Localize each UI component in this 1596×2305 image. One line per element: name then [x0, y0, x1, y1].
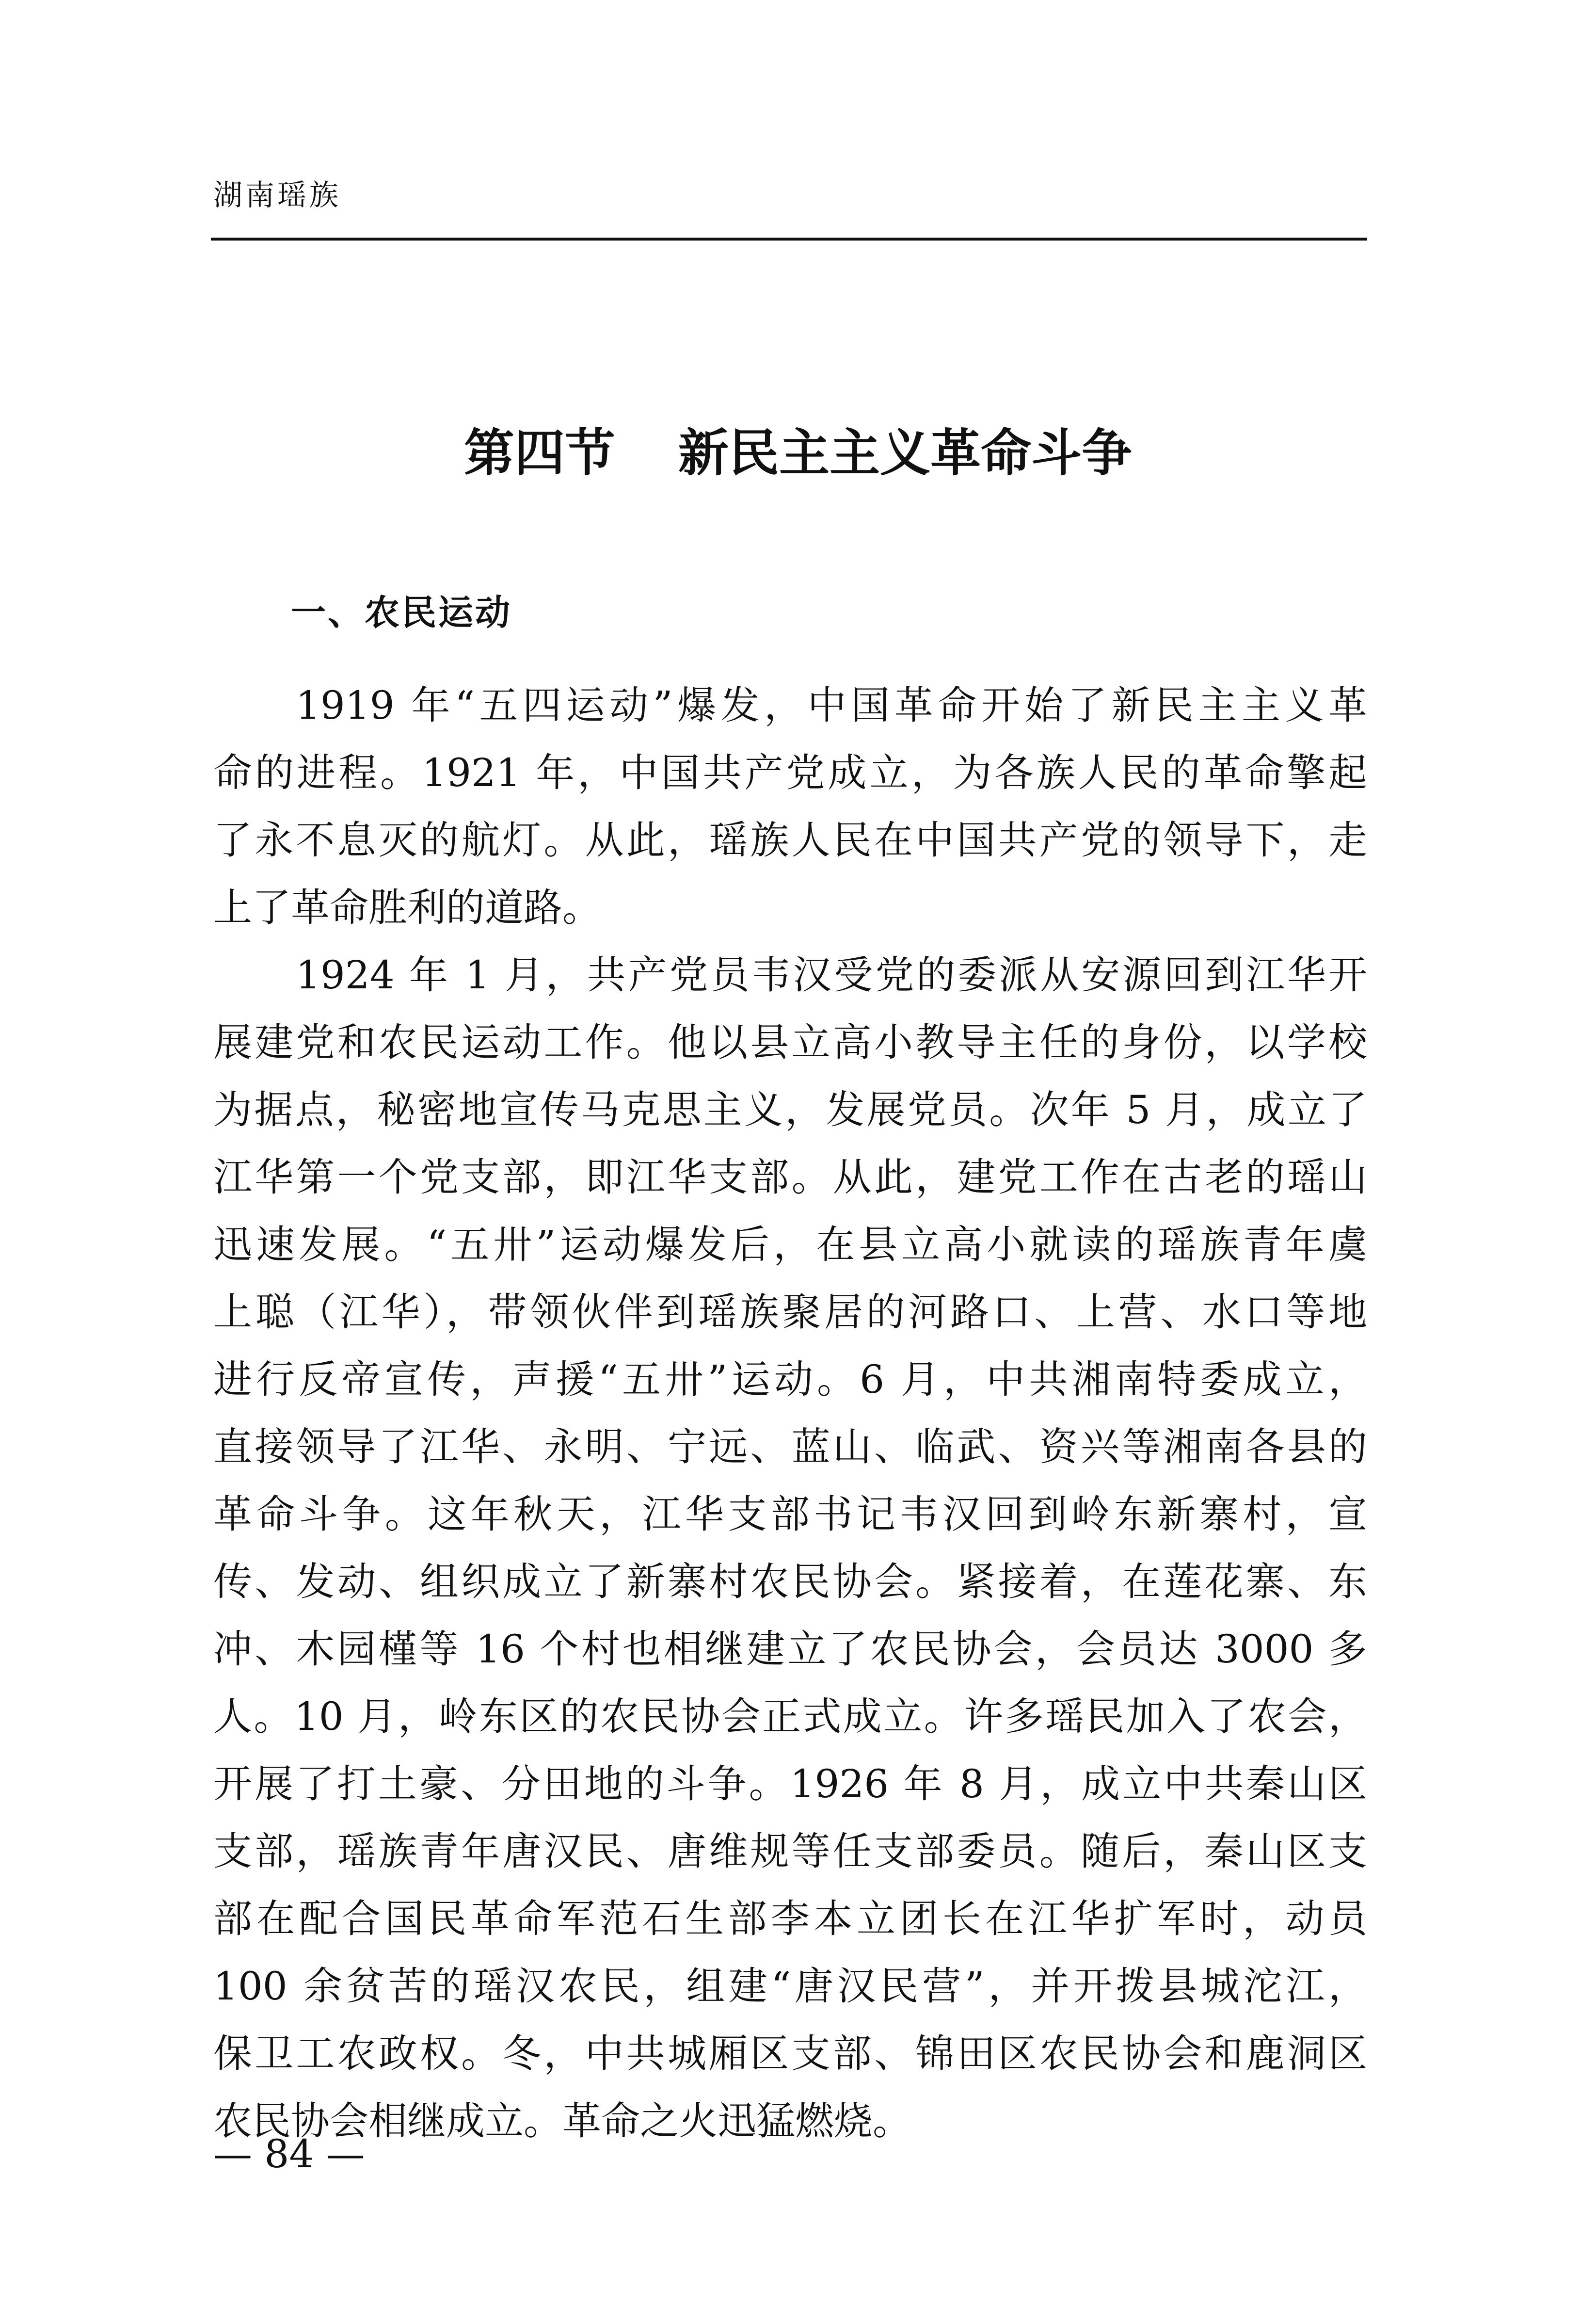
paragraph-line: 1924 年 1 月，共产党员韦汉受党的委派从安源回到江华开 [296, 952, 1367, 998]
paragraph-line: 保卫工农政权。冬，中共城厢区支部、锦田区农民协会和鹿洞区 [213, 2031, 1367, 2076]
paragraph-line: 上了革命胜利的道路。 [213, 885, 601, 930]
section-number: 第四节 [463, 423, 615, 483]
paragraph-line: 进行反帝宣传，声援“五卅”运动。6 月，中共湘南特委成立， [213, 1357, 1367, 1402]
paragraph-line: 人。10 月，岭东区的农民协会正式成立。许多瑶民加入了农会， [213, 1694, 1367, 1739]
paragraph-line: 部在配合国民革命军范石生部李本立团长在江华扩军时，动员 [213, 1896, 1367, 1941]
paragraph-line: 命的进程。1921 年，中国共产党成立，为各族人民的革命擎起 [213, 750, 1367, 795]
running-head-title: 湖南瑶族 [213, 178, 341, 212]
paragraph-line: 开展了打土豪、分田地的斗争。1926 年 8 月，成立中共秦山区 [213, 1761, 1367, 1806]
paragraph-line: 直接领导了江华、永明、宁远、蓝山、临武、资兴等湘南各县的 [213, 1424, 1367, 1469]
subsection-heading: 一、农民运动 [291, 592, 512, 633]
paragraph-line: 传、发动、组织成立了新寨村农民协会。紧接着，在莲花寨、东 [213, 1559, 1367, 1604]
paragraph-line: 1919 年“五四运动”爆发，中国革命开始了新民主主义革 [296, 683, 1367, 728]
body-text [213, 672, 1367, 2155]
paragraph-line: 了永不息灭的航灯。从此，瑶族人民在中国共产党的领导下，走 [213, 818, 1367, 863]
paragraph-line: 展建党和农民运动工作。他以县立高小教导主任的身份，以学校 [213, 1020, 1367, 1065]
paragraph-line: 支部，瑶族青年唐汉民、唐维规等任支部委员。随后，秦山区支 [213, 1829, 1367, 1874]
paragraph-line: 为据点，秘密地宣传马克思主义，发展党员。次年 5 月，成立了 [213, 1087, 1367, 1132]
page-number: — 84 — [213, 2131, 365, 2176]
paragraph-line: 江华第一个党支部，即江华支部。从此，建党工作在古老的瑶山 [213, 1155, 1367, 1200]
section-title [0, 412, 1596, 485]
section-title-text: 新民主主义革命斗争 [678, 423, 1133, 483]
paragraph-line: 100 余贫苦的瑶汉农民，组建“唐汉民营”，并开拨县城沱江， [213, 1964, 1367, 2009]
paragraph-line: 上聪（江华），带领伙伴到瑶族聚居的河路口、上营、水口等地 [213, 1290, 1367, 1335]
paragraph-line: 冲、木园槿等 16 个村也相继建立了农民协会，会员达 3000 多 [213, 1627, 1367, 1672]
paragraph-line: 迅速发展。“五卅”运动爆发后，在县立高小就读的瑶族青年虞 [213, 1222, 1367, 1267]
paragraph-line: 农民协会相继成立。革命之火迅猛燃烧。 [213, 2098, 911, 2144]
paragraph-line: 革命斗争。这年秋天，江华支部书记韦汉回到岭东新寨村，宣 [213, 1492, 1367, 1537]
header-rule [211, 238, 1367, 241]
